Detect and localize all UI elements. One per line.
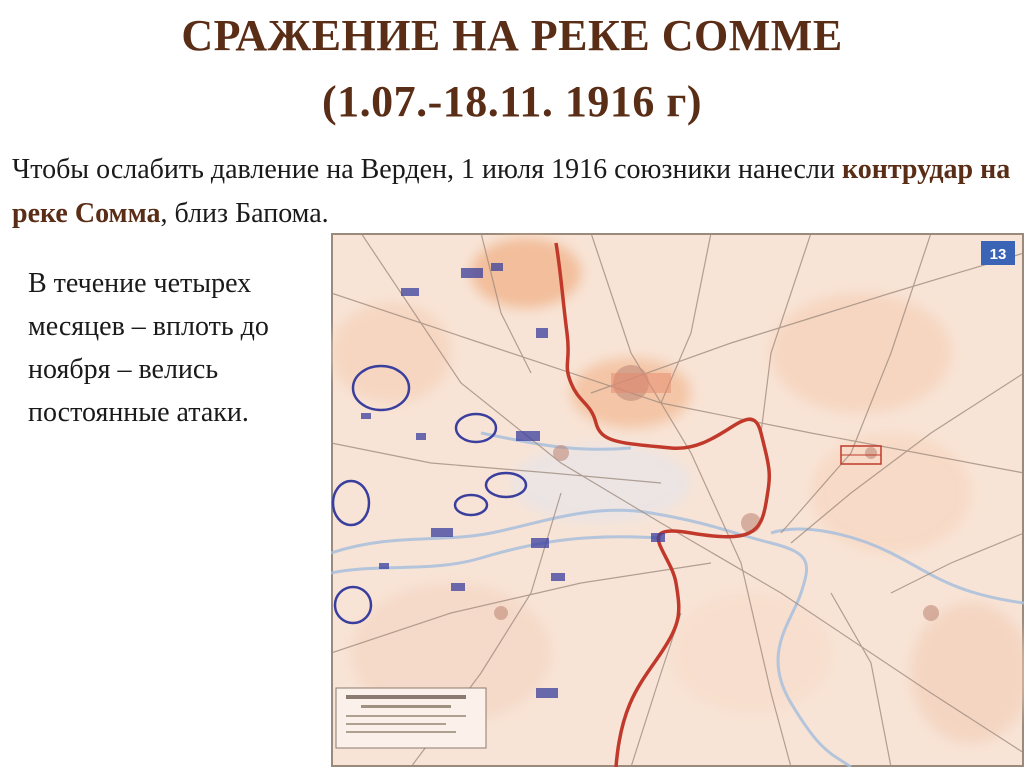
map-page-badge [981, 241, 1015, 265]
intro-highlight: контрудар на реке Сомма [12, 154, 1011, 229]
intro-text-end: , близ Бапома. [160, 198, 329, 229]
intro-paragraph [12, 148, 1012, 236]
somme-battle-map [331, 233, 1024, 767]
slide-title: СРАЖЕНИЕ НА РЕКЕ СОММЕ [181, 11, 843, 60]
intro-text-start: Чтобы ослабить давление на Верден, 1 июля 1916 союзники нанесли [12, 154, 842, 185]
map-legend [336, 688, 486, 748]
map-svg [331, 233, 1024, 767]
slide-dates: (1.07.-18.11. 1916 г) [321, 77, 702, 126]
map-badge-number: 13 [989, 246, 1007, 263]
side-paragraph: В течение четырех месяцев – вплоть до ноября – велись постоянные атаки. [28, 268, 269, 428]
